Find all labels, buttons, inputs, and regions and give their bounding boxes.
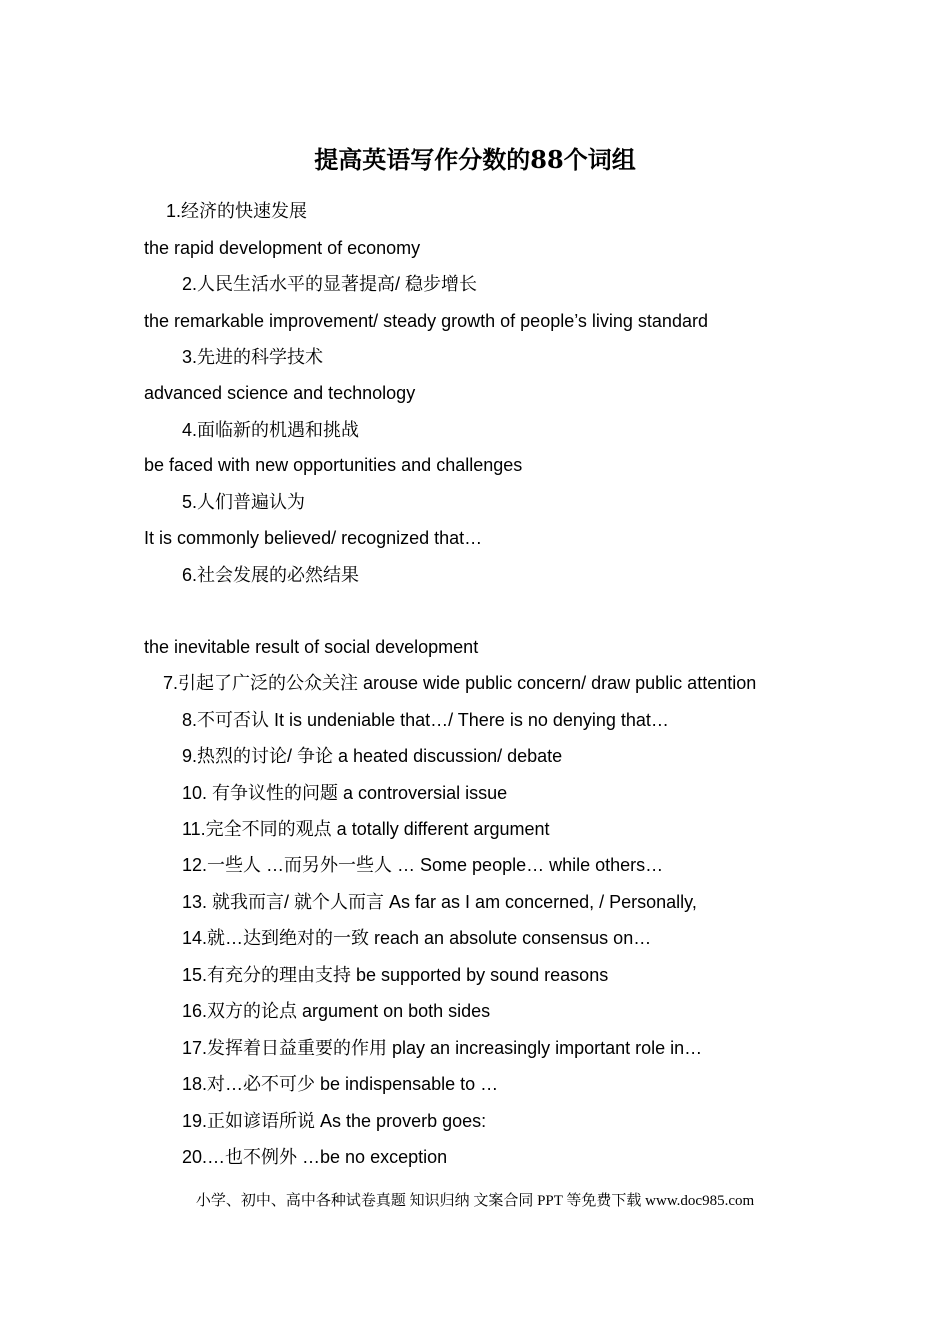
page-footer[interactable]: 小学、初中、高中各种试卷真题 知识归纳 文案合同 PPT 等免费下载 www.doc985.com (195, 1193, 755, 1209)
phrase-en-1: the rapid development of economy (144, 238, 421, 258)
phrase-cn-4: 4.面临新的机遇和挑战 (182, 420, 360, 440)
phrase-cn-3: 3.先进的科学技术 (182, 347, 324, 367)
phrase-cn-5: 5.人们普遍认为 (182, 492, 306, 512)
phrase-17: 17.发挥着日益重要的作用 play an increasingly important role in… (182, 1038, 703, 1058)
phrase-9: 9.热烈的讨论/ 争论 a heated discussion/ debate (182, 746, 563, 766)
phrase-8: 8.不可否认 It is undeniable that…/ There is no denying that… (182, 710, 669, 730)
phrase-en-5: It is commonly believed/ recognized that… (144, 528, 483, 548)
phrase-13: 13. 就我而言/ 就个人而言 As far as I am concerned, / Personally, (182, 892, 697, 912)
phrase-cn-2: 2.人民生活水平的显著提高/ 稳步增长 (182, 274, 478, 294)
phrase-11: 11.完全不同的观点 a totally different argument (182, 819, 550, 839)
document-title: 提高英语写作分数的88个词组 (314, 145, 636, 174)
phrase-10: 10. 有争议性的问题 a controversial issue (182, 783, 508, 803)
phrase-cn-1: 1.经济的快速发展 (166, 201, 308, 221)
phrase-cn-6: 6.社会发展的必然结果 (182, 565, 360, 585)
phrase-16: 16.双方的论点 argument on both sides (182, 1001, 491, 1021)
phrase-en-3: advanced science and technology (144, 383, 416, 403)
phrase-12: 12.一些人 …而另外一些人 … Some people… while others… (182, 855, 664, 875)
phrase-en-2: the remarkable improvement/ steady growth of people’s living standard (144, 311, 708, 331)
phrase-19: 19.正如谚语所说 As the proverb goes: (182, 1111, 487, 1131)
phrase-14: 14.就…达到绝对的一致 reach an absolute consensus on… (182, 928, 652, 948)
phrase-20: 20.…也不例外 …be no exception (182, 1147, 448, 1167)
phrase-15: 15.有充分的理由支持 be supported by sound reasons (182, 965, 609, 985)
phrase-7: 7.引起了广泛的公众关注 arouse wide public concern/ draw public attention (163, 673, 757, 693)
phrase-18: 18.对…必不可少 be indispensable to … (182, 1074, 499, 1094)
phrase-en-6: the inevitable result of social development (144, 637, 479, 657)
phrase-en-4: be faced with new opportunities and challenges (144, 455, 523, 475)
